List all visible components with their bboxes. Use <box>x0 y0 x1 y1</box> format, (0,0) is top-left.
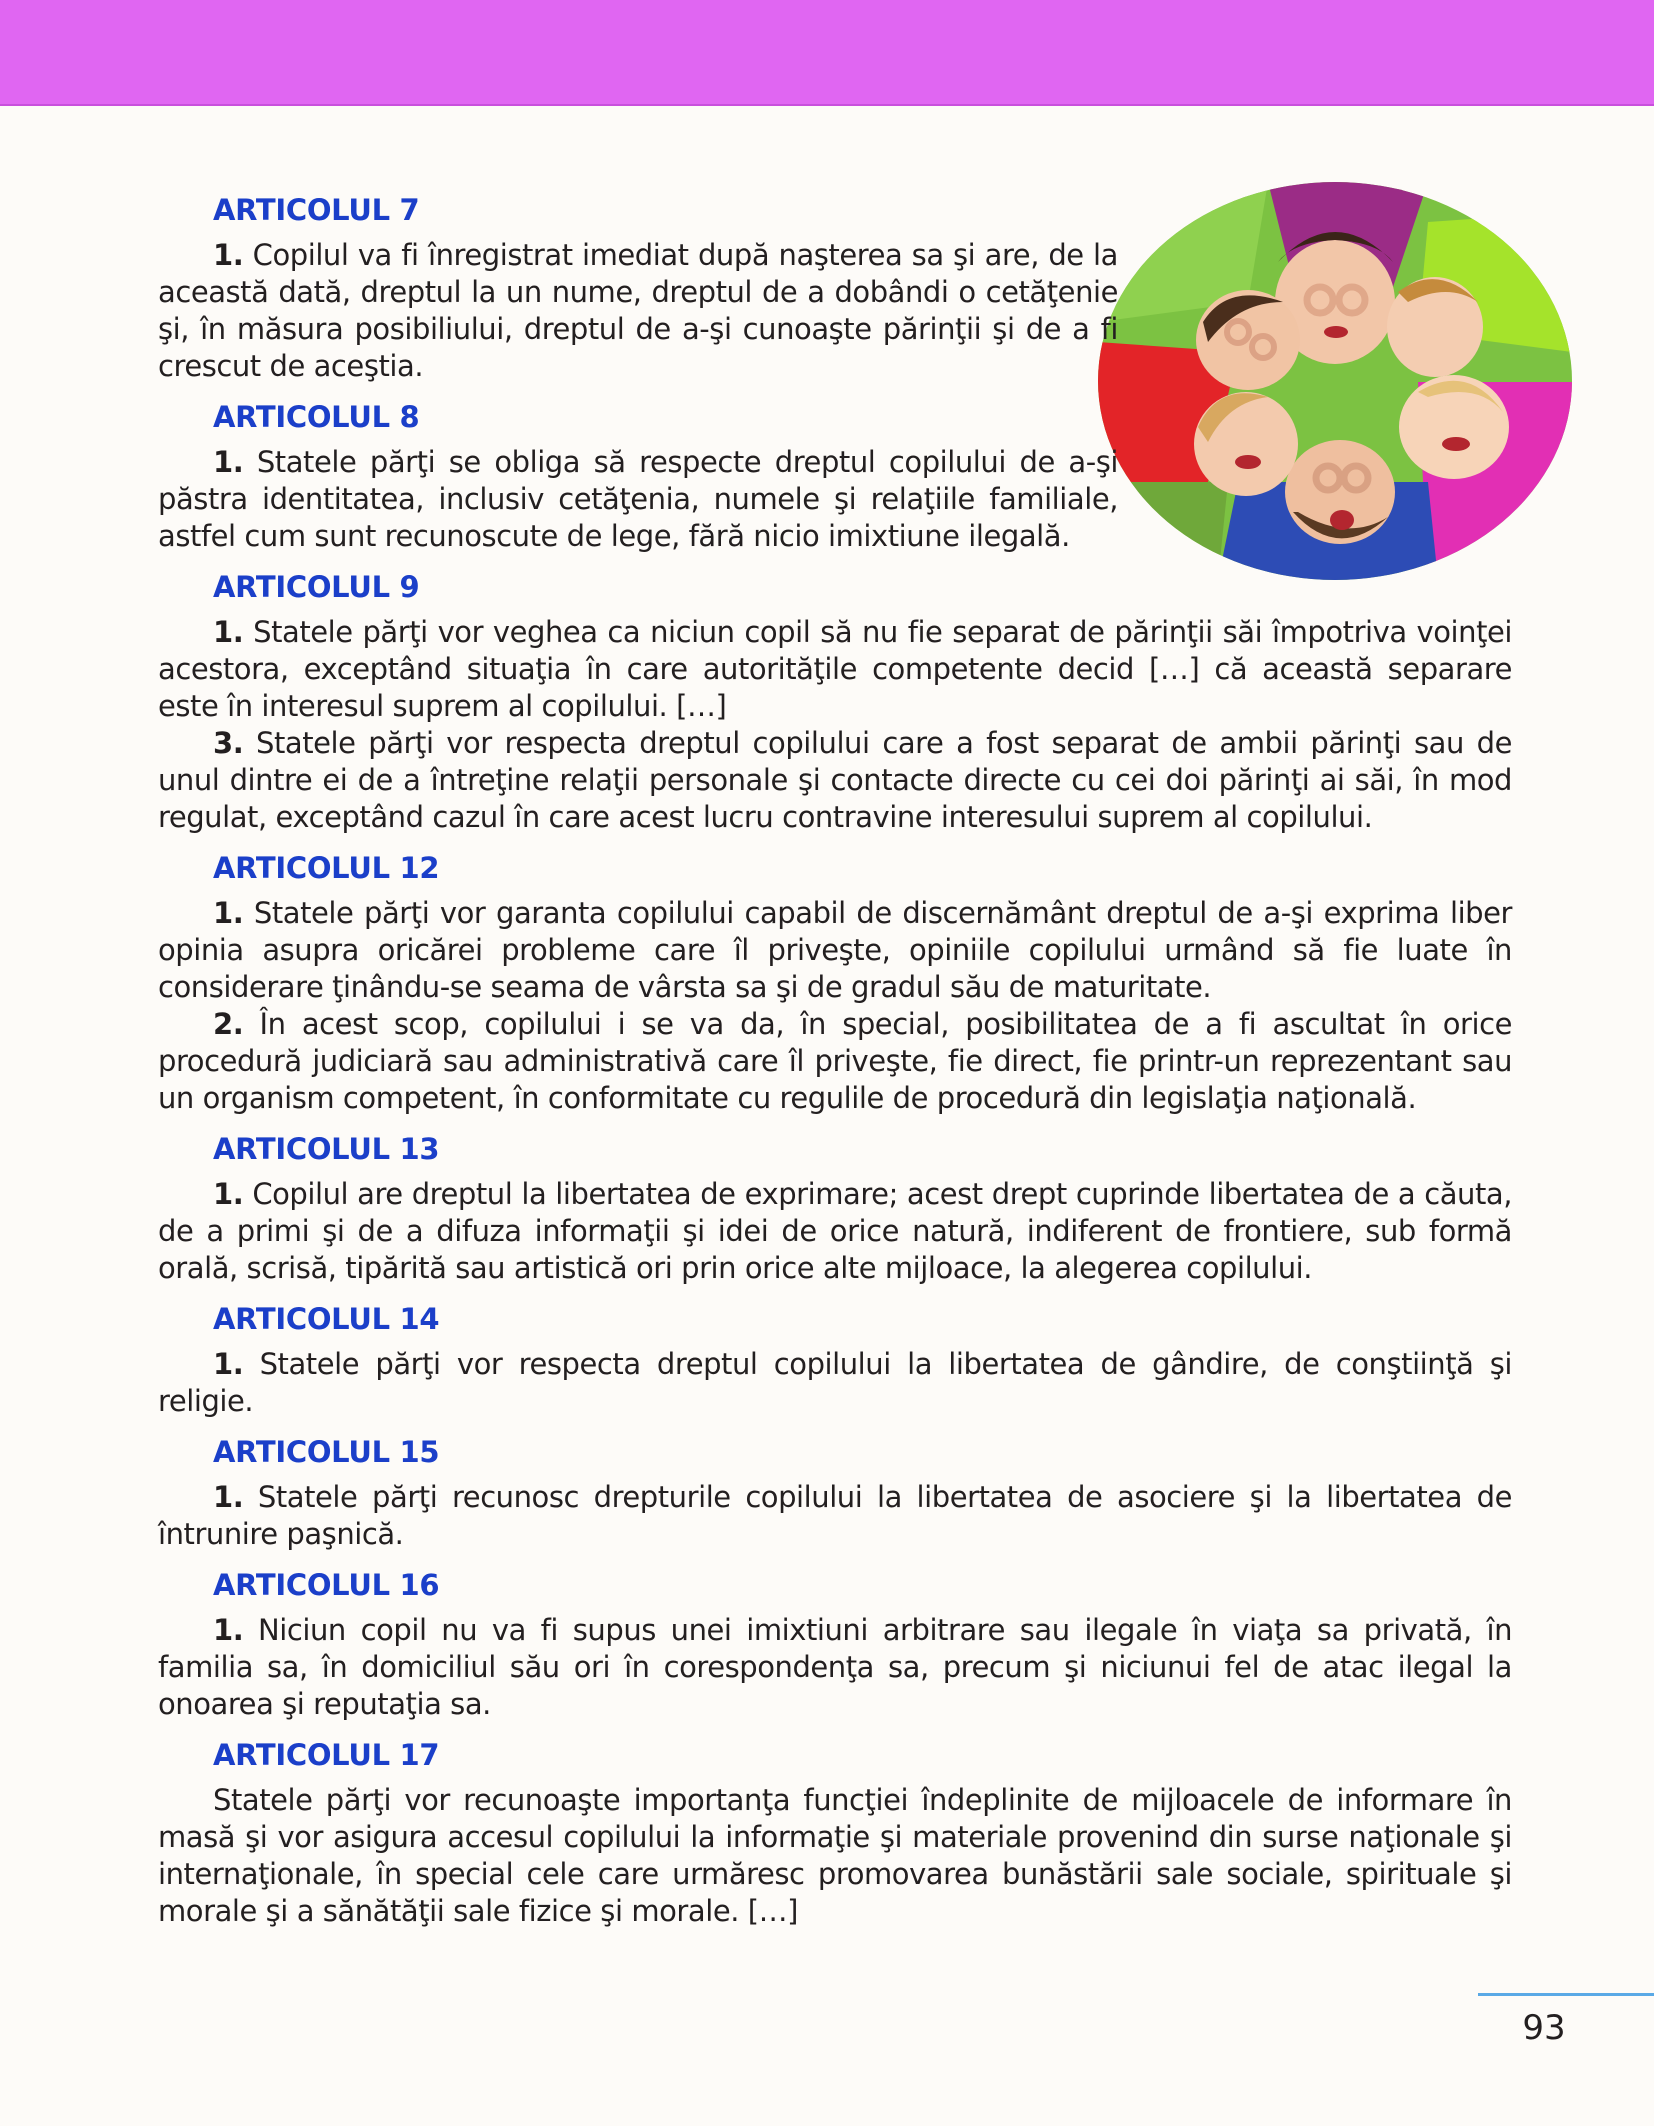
article-15 <box>158 1434 1512 1553</box>
paragraph-number: 1. <box>213 1480 244 1514</box>
article-heading: ARTICOLUL 14 <box>213 1302 440 1336</box>
paragraph-number: 2. <box>213 1007 244 1041</box>
paragraph-text: Statele părţi vor garanta copilului capabil de discernământ dreptul de a-şi exprima liber opinia asupra oricărei probleme care îl priveşte, opiniile copilului urmând să fie luate în considerare ţinându-se seama de vârsta sa şi de gradul său de maturitate. <box>158 896 1512 1004</box>
paragraph-text: Copilul va fi înregistrat imediat după naşterea sa şi are, de la această dată, dreptul la un nume, dreptul de a dobândi o cetăţenie şi, în măsura posibiliului, dreptul de a-şi cunoaşte părinţii şi de a fi crescut de aceştia. <box>158 238 1118 383</box>
paragraph-text: Niciun copil nu va fi supus unei imixtiuni arbitrare sau ilegale în viaţa sa privată, în familia sa, în domiciliul său ori în corespondenţa sa, precum şi niciunui fel de atac ilegal la onoarea şi reputaţia sa. <box>158 1613 1512 1721</box>
article-paragraph <box>158 444 1118 555</box>
article-paragraph <box>158 1176 1512 1287</box>
paragraph-text: Statele părţi recunosc drepturile copilului la libertatea de asociere şi la libertatea de întrunire paşnică. <box>158 1480 1512 1551</box>
article-paragraph <box>158 1346 1512 1420</box>
article-heading: ARTICOLUL 9 <box>213 570 420 604</box>
article-paragraph <box>158 1006 1512 1117</box>
article-paragraph <box>158 614 1512 725</box>
article-heading: ARTICOLUL 16 <box>213 1568 440 1602</box>
document-body <box>158 192 1512 1944</box>
paragraph-number: 1. <box>213 238 244 272</box>
paragraph-number: 1. <box>213 896 244 930</box>
article-12 <box>158 850 1512 1117</box>
paragraph-text: În acest scop, copilului i se va da, în special, posibilitatea de a fi ascultat în orice procedură judiciară sau administrativă care îl priveşte, fie direct, fie printr-un reprezentant sau un organism competent, în conformitate cu regulile de procedură din legislaţia naţională. <box>158 1007 1512 1115</box>
paragraph-text: Statele părţi vor respecta dreptul copilului care a fost separat de ambii părinţi sau de unul dintre ei de a întreţine relaţii personale şi contacte directe cu cei doi părinţi ai săi, în mod regulat, exceptând cazul în care acest lucru contravine interesului suprem al copilului. <box>158 726 1512 834</box>
article-14 <box>158 1301 1512 1420</box>
paragraph-number: 1. <box>213 1347 244 1381</box>
article-heading: ARTICOLUL 15 <box>213 1435 440 1469</box>
paragraph-text: Statele părţi vor veghea ca niciun copil să nu fie separat de părinţii săi împotriva voinţei acestora, exceptând situaţia în care autorităţile competente decid […] că această separare este în interesul suprem al copilului. […] <box>158 615 1512 723</box>
article-9 <box>158 569 1512 836</box>
article-paragraph <box>158 1479 1512 1553</box>
article-paragraph <box>158 1612 1512 1723</box>
article-heading: ARTICOLUL 7 <box>213 193 420 227</box>
paragraph-number: 3. <box>213 726 244 760</box>
article-16 <box>158 1567 1512 1723</box>
article-heading: ARTICOLUL 13 <box>213 1132 440 1166</box>
top-color-band <box>0 0 1654 106</box>
article-paragraph <box>158 1782 1512 1930</box>
page-number: 93 <box>1522 2008 1566 2048</box>
article-heading: ARTICOLUL 17 <box>213 1738 440 1772</box>
article-13 <box>158 1131 1512 1287</box>
article-heading: ARTICOLUL 12 <box>213 851 440 885</box>
article-heading: ARTICOLUL 8 <box>213 400 420 434</box>
paragraph-number: 1. <box>213 615 244 649</box>
footer-rule <box>1478 1993 1654 1996</box>
article-8 <box>158 399 1512 555</box>
paragraph-text: Copilul are dreptul la libertatea de exprimare; acest drept cuprinde libertatea de a căuta, de a primi şi de a difuza informaţii şi idei de orice natură, indiferent de frontiere, sub formă orală, scrisă, tipărită sau artistică ori prin orice alte mijloace, la alegerea copilului. <box>158 1177 1512 1285</box>
paragraph-number: 1. <box>213 445 244 479</box>
paragraph-text: Statele părţi vor recunoaşte importanţa funcţiei îndeplinite de mijloacele de informare în masă şi vor asigura accesul copilului la informaţie şi materiale provenind din surse naţionale şi internaţionale, în special cele care urmăresc promovarea bunăstării sale sociale, spirituale şi morale şi a sănătăţii sale fizice şi morale. […] <box>158 1783 1512 1928</box>
paragraph-text: Statele părţi vor respecta dreptul copilului la libertatea de gândire, de conştiinţă şi religie. <box>158 1347 1512 1418</box>
paragraph-number: 1. <box>213 1177 244 1211</box>
article-17 <box>158 1737 1512 1930</box>
article-paragraph <box>158 725 1512 836</box>
article-paragraph <box>158 237 1118 385</box>
article-paragraph <box>158 895 1512 1006</box>
paragraph-text: Statele părţi se obliga să respecte dreptul copilului de a-şi păstra identitatea, inclusiv cetăţenia, numele şi relaţiile familiale, astfel cum sunt recunoscute de lege, fără nicio imixtiune ilegală. <box>158 445 1118 553</box>
article-7 <box>158 192 1512 385</box>
paragraph-number: 1. <box>213 1613 244 1647</box>
